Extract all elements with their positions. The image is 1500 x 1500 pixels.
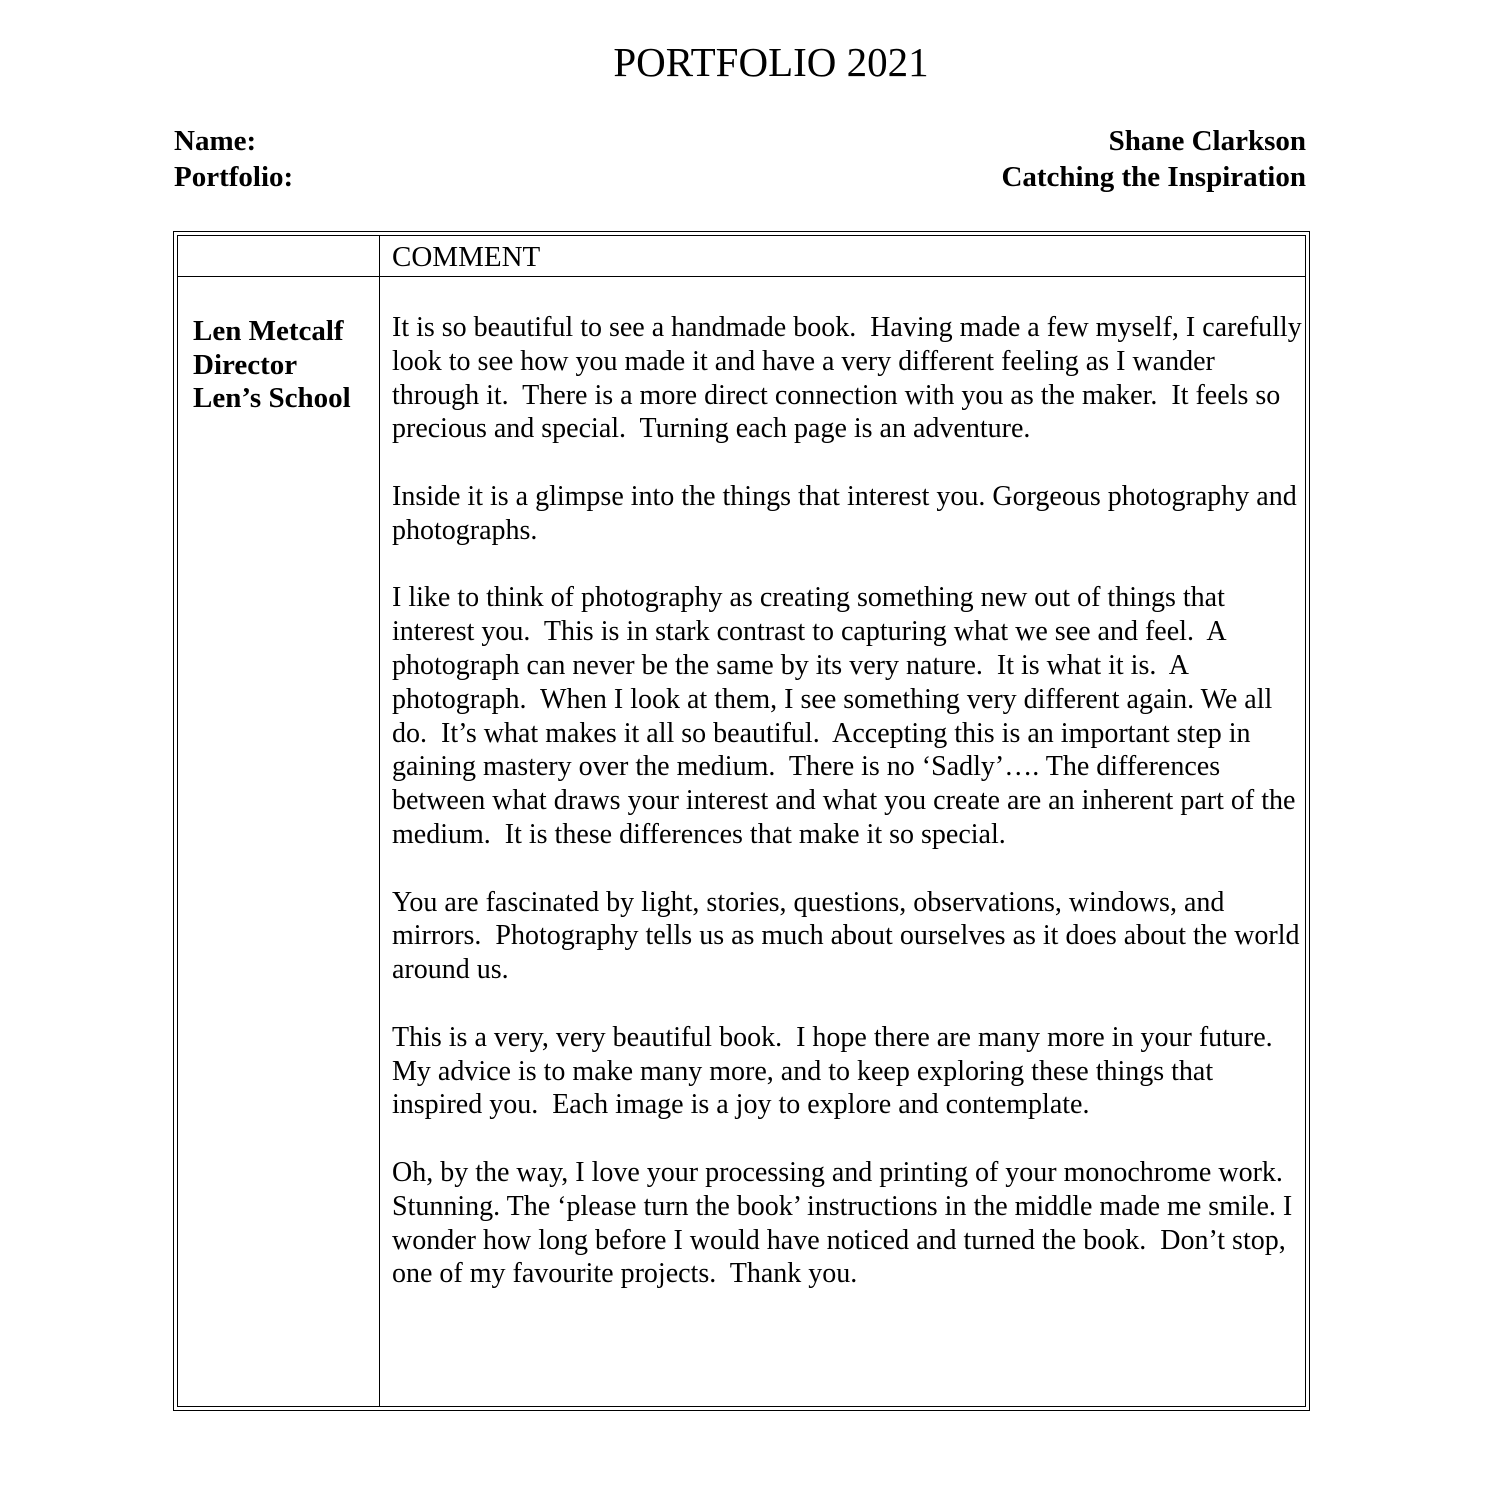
header-row-divider [178, 276, 1305, 277]
portfolio-row [174, 159, 1306, 195]
comment-paragraph-4: You are fascinated by light, stories, questions, observations, windows, and mirrors. Photography tells us as much about ourselves as it does about the world around us. [392, 886, 1307, 986]
comment-paragraph-6: Oh, by the way, I love your processing and printing of your monochrome work. Stunning. The ‘please turn the book’ instructions in the middle made me smile. I wonder how long before I would have noticed and turned the book. Don’t stop, one of my favourite projects. Thank you. [392, 1156, 1300, 1290]
portfolio-value: Catching the Inspiration [1001, 161, 1306, 193]
comment-table [173, 231, 1310, 1411]
comment-table-inner [177, 235, 1309, 1407]
comment-header: COMMENT [392, 241, 541, 273]
name-label: Name: [174, 125, 257, 157]
page-title: PORTFOLIO 2021 [613, 39, 929, 85]
reviewer-block [193, 315, 351, 416]
comment-body [392, 311, 1309, 1325]
reviewer-role: Director [193, 348, 298, 381]
comment-paragraph-1: It is so beautiful to see a handmade book. Having made a few myself, I carefully look to see how you made it and have a very different feeling as I wander through it. There is a more direct connection with you as the maker. It feels so precious and special. Turning each page is an adventure. [392, 312, 1309, 445]
comment-paragraph-5: This is a very, very beautiful book. I hope there are many more in your future. My advice is to make many more, and to keep exploring these things that inspired you. Each image is a joy to explore and contemplate. [392, 1021, 1280, 1121]
comment-paragraph-3: I like to think of photography as creating something new out of things that interest you. This is in stark contrast to capturing what we see and feel. A photograph can never be the same by its very nature. It is what it is. A photograph. When I look at them, I see something very different again. We all do. It’s what makes it all so beautiful. Accepting this is an important step in gaining mastery over the medium. There is no ‘Sadly’…. The differences between what draws your interest and what you create are an inherent part of the medium. It is these differences that make it so special. [392, 582, 1303, 850]
name-value: Shane Clarkson [1108, 125, 1306, 157]
name-row [174, 123, 1306, 159]
portfolio-label: Portfolio: [174, 161, 294, 193]
comment-paragraph-2: Inside it is a glimpse into the things that interest you. Gorgeous photography and photographs. [392, 480, 1304, 546]
reviewer-name: Len Metcalf [193, 315, 344, 347]
column-divider [379, 236, 380, 1406]
reviewer-organization: Len’s School [193, 382, 351, 414]
